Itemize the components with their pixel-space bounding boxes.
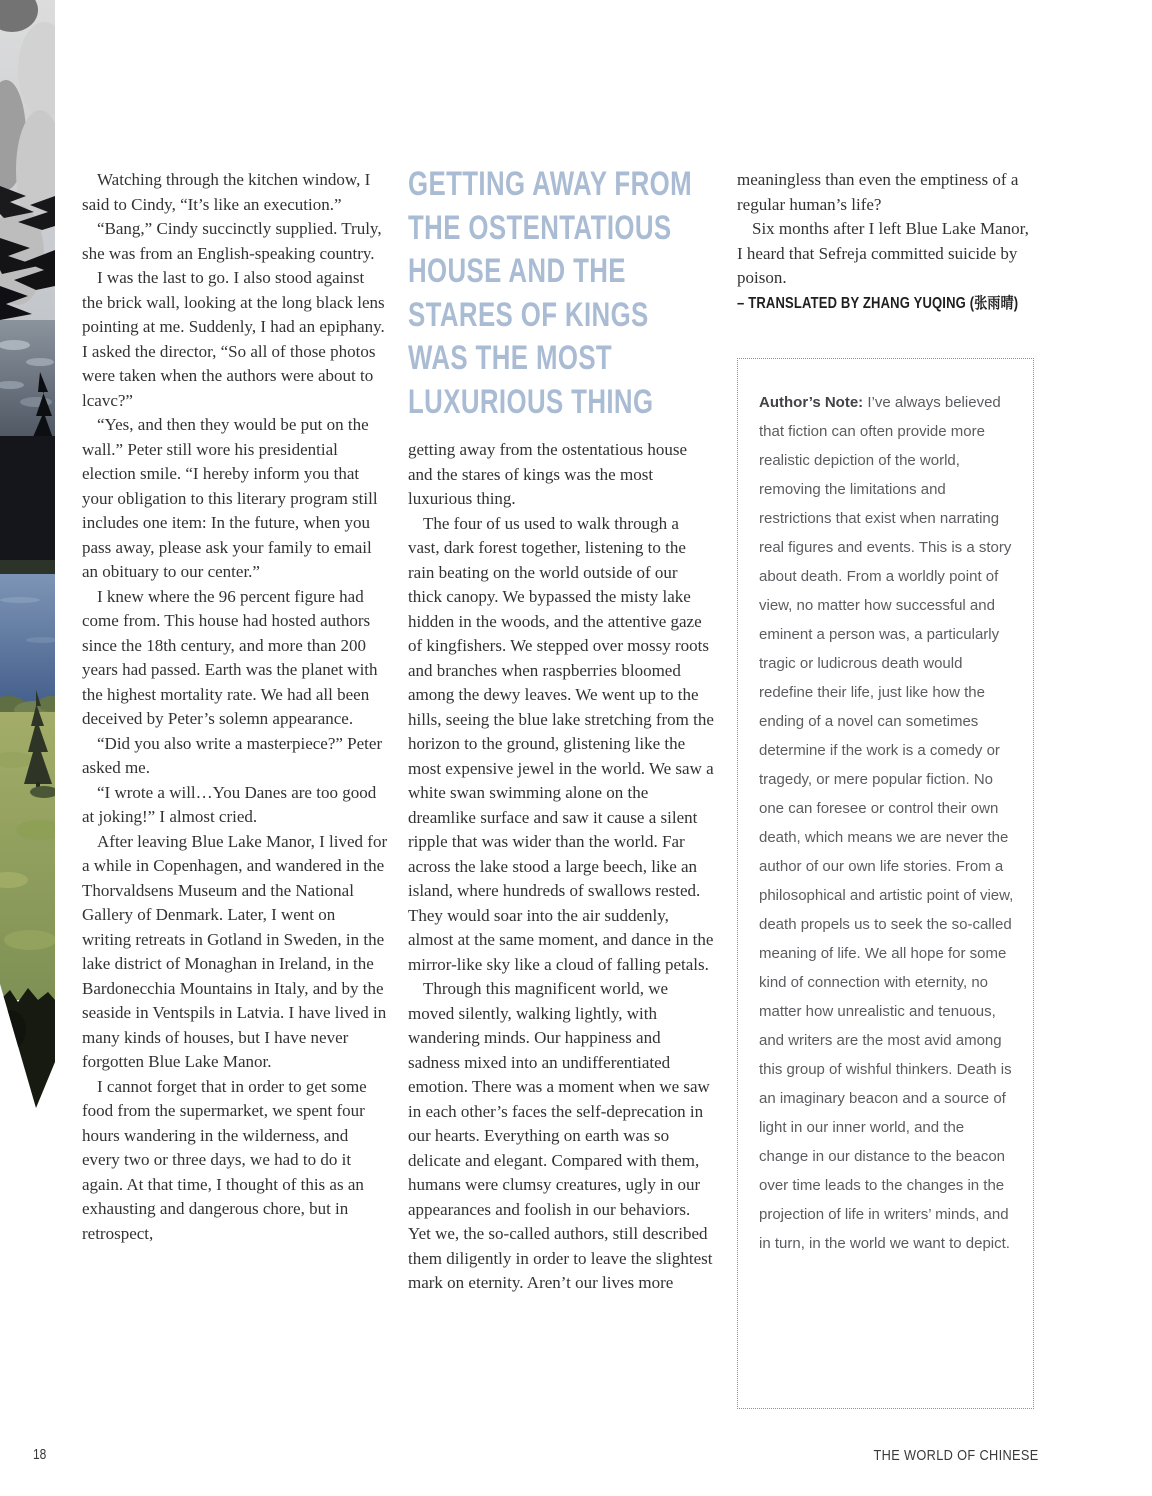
column-middle-body: [408, 438, 714, 1296]
pull-quote-line: WAS THE MOST: [408, 339, 613, 377]
pull-quote-line: GETTING AWAY FROM: [408, 165, 693, 203]
paragraph: Watching through the kitchen window, I said to Cindy, “It’s like an execution.”: [82, 170, 371, 214]
authors-note-text: [759, 388, 1015, 1258]
paragraph: Through this magnificent world, we moved silently, walking lightly, with wandering minds. Our happiness and sadness mixed into an undifferentiated emotion. There was a moment when we saw in each other’s faces the self-deprecation in our hearts. Everything on earth was so delicate and elegant. Compared with them, humans were clumsy creatures, ugly in our appearances and foolish in our behaviors. Yet we, the so-called authors, still described them diligently in order to leave the slightest mark on eternity. Aren’t our lives more: [408, 979, 713, 1292]
column-left: [82, 168, 388, 1246]
forest-lake-artwork: [0, 0, 55, 1108]
magazine-brand: THE WORLD OF CHINESE: [873, 1448, 1039, 1464]
pull-quote-heading: [408, 163, 714, 424]
pull-quote-line: THE OSTENTATIOUS: [408, 208, 672, 247]
page-number: 18: [33, 1446, 47, 1463]
paragraph: “Bang,” Cindy succinctly supplied. Truly, she was from an English-speaking country.: [82, 219, 382, 263]
paragraph: I was the last to go. I also stood against the brick wall, looking at the long black lens pointing at me. Suddenly, I had an epiphany. I asked the director, “So all of those photos were taken when the authors were about to lcavc?”: [82, 268, 385, 410]
paragraph: I cannot forget that in order to get some food from the supermarket, we spent four hours wandering in the wilderness, and every two or three days, we had to do it again. At that time, I thought of this as an exhausting and dangerous chore, but in retrospect,: [82, 1076, 367, 1243]
paragraph: After leaving Blue Lake Manor, I lived for a while in Copenhagen, and wandered in the Thorvaldsens Museum and the National Gallery of Denmark. Later, I went on writing retreats in Gotland in Sweden, in the lake district of Monaghan in Ireland, in the Bardonecchia Mountains in Italy, and by the seaside in Ventspils in Latvia. I have lived in many kinds of houses, but I have never forgotten Blue Lake Manor.: [82, 831, 388, 1071]
paragraph: The four of us used to walk through a vast, dark forest together, listening to the rain beating on the world outside of our thick canopy. We bypassed the misty lake hidden in the woods, and the attentive gaze of kingfishers. We stepped over mossy roots and branches when raspberries bloomed among the dewy leaves. We went up to the hills, seeing the blue lake stretching from the horizon to the ground, glistening like the most expensive jewel in the world. We saw a white swan swimming alone on the dreamlike surface and saw it cause a silent ripple that was wider than the world. Far across the lake stood a large beech, like an island, where hundreds of swallows rested. They would soar into the air suddenly, almost at the same moment, and dance in the mirror-like sky like a cloud of falling petals.: [408, 513, 714, 974]
authors-note-box: [737, 358, 1034, 1409]
paragraph: “Did you also write a masterpiece?” Peter asked me.: [82, 733, 383, 777]
pull-quote-line: LUXURIOUS THING: [408, 382, 654, 421]
column-right-body: [737, 168, 1037, 291]
paragraph: I knew where the 96 percent figure had come from. This house had hosted authors since the 18th century, and more than 200 years had passed. Earth was the planet with the highest mortality rate. We had all been deceived by Peter’s solemn appearance.: [82, 586, 378, 728]
paragraph: getting away from the ostentatious house and the stares of kings was the most luxurious thing.: [408, 440, 688, 508]
paragraph: “I wrote a will…You Danes are too good at joking!” I almost cried.: [82, 782, 377, 826]
pull-quote-line: HOUSE AND THE: [408, 252, 626, 290]
paragraph: “Yes, and then they would be put on the wall.” Peter still wore his presidential election smile. “I hereby inform you that your obligation to this literary program still includes one item: In the future, when you pass away, please ask your family to email an obituary to our center.”: [82, 415, 378, 581]
authors-note-label: Author’s Note:: [759, 394, 864, 411]
column-middle: [408, 163, 714, 1296]
paragraph: Six months after I left Blue Lake Manor, I heard that Sefreja committed suicide by poison.: [737, 219, 1029, 287]
translator-byline: – TRANSLATED BY ZHANG YUQING (张雨晴): [737, 294, 1019, 312]
paragraph: meaningless than even the emptiness of a regular human’s life?: [737, 170, 1019, 214]
authors-note-body: I’ve always believed that fiction can often provide more realistic depiction of the world, removing the limitations and restrictions that exist when narrating real figures and events. This is a story about death. From a worldly point of view, no matter how successful and eminent a person was, a particularly tragic or ludicrous death would redefine their life, just like how the ending of a novel can sometimes determine if the work is a comedy or tragedy, or mere popular fiction. No one can foresee or control their own death, which means we are never the author of our own life stories. From a philosophical and artistic point of view, death propels us to seek the so-called meaning of life. We all hope for some kind of connection with eternity, no matter how unrealistic and tenuous, and writers are the most avid among this group of wishful thinkers. Death is an imaginary beacon and a source of light in our inner world, and the change in our distance to the beacon over time leads to the changes in the projection of life in writers’ minds, and in turn, in the world we want to depict.: [759, 394, 1014, 1252]
column-right: [737, 168, 1037, 316]
pull-quote-line: STARES OF KINGS: [408, 295, 649, 334]
